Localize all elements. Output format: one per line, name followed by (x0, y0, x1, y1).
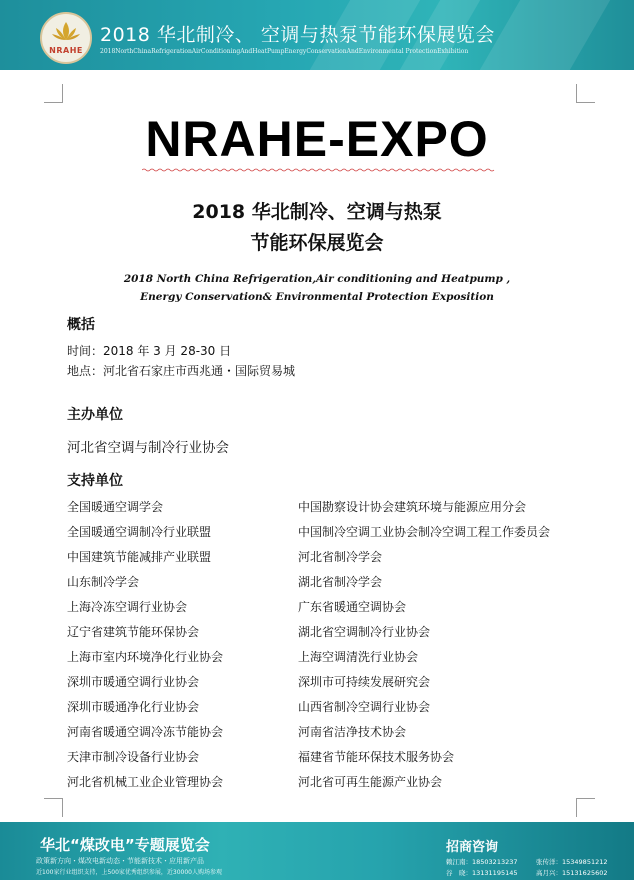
corner-mark (576, 798, 595, 817)
contact-entry (446, 857, 518, 866)
event-location: 地点：河北省石家庄市西兆通・国际贸易城 (67, 364, 296, 378)
spellcheck-underline (142, 168, 497, 172)
list-item: 广东省暖通空调协会 (298, 600, 407, 614)
en-title-line1: 2018 North China Refrigeration,Air conditioning and Heatpump , (123, 273, 511, 285)
footer-title: 华北“煤改电”专题展览会 (40, 836, 210, 854)
en-title-line2: Energy Conservation& Environmental Protection Exposition (140, 291, 494, 303)
overview-heading: 概括 (67, 317, 95, 333)
list-item: 深圳市暖通净化行业协会 (67, 700, 200, 714)
list-item: 中国建筑节能减排产业联盟 (67, 550, 212, 564)
list-item: 上海空调清洗行业协会 (298, 650, 419, 664)
list-item: 上海市室内环境净化行业协会 (67, 650, 224, 664)
contact-name: 赖江南： (446, 858, 472, 866)
footer-slogan: 政策新方向・煤改电新动态・节能新技术・应用新产品 (36, 857, 204, 865)
contact-phone: 18503213237 (472, 858, 518, 866)
list-item: 中国制冷空调工业协会制冷空调工程工作委员会 (298, 525, 551, 539)
corner-mark (576, 84, 595, 103)
contact-entry (536, 857, 608, 866)
contact-entry (536, 868, 608, 877)
footer-banner (0, 822, 634, 880)
contact-name: 张传洋： (536, 858, 562, 866)
header-title: 2018 华北制冷、 空调与热泵节能环保展览会 (100, 24, 495, 46)
contact-phone: 15349851212 (562, 858, 608, 866)
list-item: 河北省机械工业企业管理协会 (67, 775, 224, 789)
list-item: 中国勘察设计协会建筑环境与能源应用分会 (298, 500, 527, 514)
supporters-left-list (67, 498, 223, 798)
list-item: 天津市制冷设备行业协会 (67, 750, 200, 764)
list-item: 深圳市暖通空调行业协会 (67, 675, 200, 689)
contact-name: 谷 晓： (446, 869, 472, 877)
list-item: 全国暖通空调制冷行业联盟 (67, 525, 212, 539)
host-organization: 河北省空调与制冷行业协会 (67, 440, 229, 456)
cn-title-line1: 2018 华北制冷、空调与热泵 (192, 201, 442, 223)
header-banner (0, 0, 634, 70)
list-item: 湖北省空调制冷行业协会 (298, 625, 431, 639)
list-item: 福建省节能环保技术服务协会 (298, 750, 455, 764)
header-subtitle: 2018NorthChinaRefrigerationAirConditioningAndHeatPumpEnergyConservationAndEnvironmental ProtectionExhibition (100, 48, 469, 55)
header-decoration (480, 0, 610, 70)
list-item: 山西省制冷空调行业协会 (298, 700, 431, 714)
list-item: 上海冷冻空调行业协会 (67, 600, 188, 614)
contact-phone: 13131195145 (472, 869, 518, 877)
list-item: 河南省暖通空调冷冻节能协会 (67, 725, 224, 739)
list-item: 全国暖通空调学会 (67, 500, 164, 514)
list-item: 山东制冷学会 (67, 575, 140, 589)
consult-heading: 招商咨询 (446, 840, 499, 855)
list-item: 深圳市可持续发展研究会 (298, 675, 431, 689)
footer-stats: 近100家行业组织支持，上500家优秀组织参展，近30000人购场参观 (36, 869, 222, 876)
lotus-icon (50, 18, 82, 46)
host-heading: 主办单位 (67, 407, 123, 423)
corner-mark (44, 84, 63, 103)
contact-name: 高月兴： (536, 869, 562, 877)
contact-phone: 15131625602 (562, 869, 608, 877)
event-time: 时间：2018 年 3 月 28-30 日 (67, 344, 232, 358)
cn-title-line2: 节能环保展览会 (250, 232, 384, 254)
contact-entry (446, 868, 518, 877)
list-item: 辽宁省建筑节能环保协会 (67, 625, 200, 639)
supporters-heading: 支持单位 (67, 473, 123, 489)
logo-text: NRAHE (49, 46, 83, 55)
list-item: 河北省制冷学会 (298, 550, 383, 564)
list-item: 河南省洁净技术协会 (298, 725, 407, 739)
supporters-right-list (298, 498, 550, 798)
nrahe-logo (40, 12, 92, 64)
main-title: NRAHE-EXPO (145, 111, 489, 167)
corner-mark (44, 798, 63, 817)
list-item: 河北省可再生能源产业协会 (298, 775, 443, 789)
list-item: 湖北省制冷学会 (298, 575, 383, 589)
